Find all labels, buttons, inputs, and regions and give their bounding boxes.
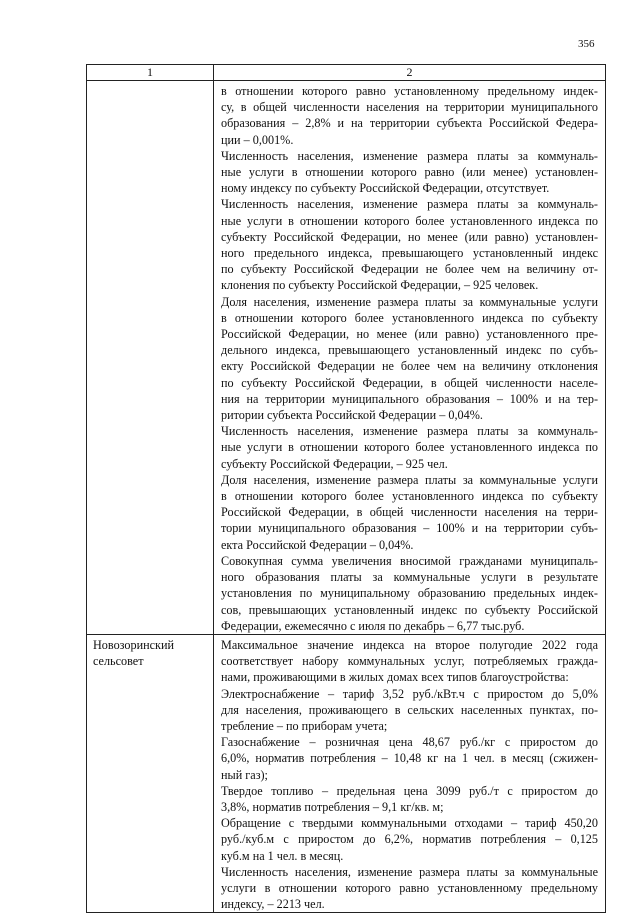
text-line: ции – 0,001%. — [221, 132, 294, 147]
indicators-text — [214, 635, 605, 912]
text-line: Совокупная сумма увеличения вносимой гражданами муниципаль- — [221, 553, 598, 568]
header-col-2: 2 — [214, 65, 606, 81]
text-line: услуги в отношении которого равно установленному предельному — [221, 880, 598, 895]
text-line: Газоснабжение – розничная цена 48,67 руб./кг с приростом до — [221, 735, 598, 750]
text-line: екту Российской Федерации не более чем на величину отклонения — [221, 359, 598, 374]
indicators-text — [214, 81, 605, 634]
text-line: ные услуги в отношении которого равно (или менее) установлен- — [221, 165, 598, 180]
text-line: Доля населения, изменение размера платы за коммунальные услуги — [221, 472, 598, 487]
text-line: Российской Федерации, в общей численности населения на терри- — [221, 505, 598, 520]
text-line: по субъекту Российской Федерации, в общей численности населе- — [221, 375, 598, 390]
text-line: требление – по приборам учета; — [221, 718, 388, 733]
table-header-row — [87, 65, 606, 81]
municipality-name — [87, 635, 213, 669]
text-line: Твердое топливо – предельная цена 3099 руб./т с приростом до — [221, 783, 598, 798]
text-line: в отношении которого равно установленному предельному индек- — [221, 84, 598, 98]
text-line: ного предельного индекса, превышающего установленный индекс — [221, 246, 598, 261]
text-line: Федерации, ежемесячно с июля по декабрь – 6,77 тыс.руб. — [221, 618, 525, 633]
text-line: 6,0%, норматив потребления – 10,48 кг на 1 чел. в месяц (сжижен- — [221, 751, 598, 766]
text-line: нами, проживающими в жилых домах всех типов благоустройства: — [221, 670, 569, 685]
text-line: Численность населения, изменение размера платы за коммуналь- — [221, 424, 598, 439]
text-line: ному индексу по субъекту Российской Федерации, отсутствует. — [221, 181, 550, 196]
text-line: Численность населения, изменение размера платы за коммуналь- — [221, 148, 598, 163]
text-line: дельного индекса, превышающего установленный индекс по субъ- — [221, 343, 598, 358]
text-line: ные услуги в отношении которого более установленного индекса по — [221, 213, 598, 228]
text-line: субъекту Российской Федерации, – 925 чел. — [221, 456, 448, 471]
page-number: 356 — [578, 38, 595, 50]
text-line: соответствует набору коммунальных услуг, потребляемых гражда- — [221, 654, 598, 669]
text-line: Электроснабжение – тариф 3,52 руб./кВт.ч с приростом до 5,0% — [221, 686, 598, 701]
municipal-data-table — [86, 64, 606, 913]
header-col-1: 1 — [87, 65, 214, 81]
table-row — [87, 634, 606, 912]
text-line: в отношении которого более установленного индекса по субъекту — [221, 489, 598, 504]
text-line: тории муниципального образования – 100% и на территории субъ- — [221, 521, 598, 536]
text-line: в отношении которого более установленного индекса по субъекту — [221, 310, 598, 325]
text-line: установления по муниципальному образованию предельных индек- — [221, 586, 598, 601]
text-line: ного образования платы за коммунальные услуги в результате — [221, 570, 598, 585]
text-line: клонения по субъекту Российской Федерации, – 925 человек. — [221, 278, 539, 293]
text-line: руб./куб.м с приростом до 6,2%, норматив потребления – 0,125 — [221, 832, 598, 847]
text-line: по субъекту Российской Федерации не более чем на величину от- — [221, 262, 598, 277]
text-line: ные услуги в отношении которого более установленного индекса по — [221, 440, 598, 455]
municipality-cell — [87, 634, 214, 912]
text-line: 3,8%, норматив потребления – 9,1 кг/кв. м; — [221, 799, 444, 814]
municipality-name-line: сельсовет — [93, 654, 144, 669]
text-line: Численность населения, изменение размера платы за коммунальные — [221, 864, 598, 879]
text-line: екта Российской Федерации – 0,04%. — [221, 537, 414, 552]
text-line: Доля населения, изменение размера платы за коммунальные услуги — [221, 294, 598, 309]
municipality-cell — [87, 81, 214, 635]
text-line: сов, превышающих установленный индекс по субъекту Российской — [221, 602, 598, 617]
indicators-cell — [214, 634, 606, 912]
text-line: индексу, – 2213 чел. — [221, 897, 325, 912]
municipality-name-line: Новозоринский — [93, 637, 175, 652]
table-row — [87, 81, 606, 635]
text-line: Численность населения, изменение размера платы за коммуналь- — [221, 197, 598, 212]
text-line: куб.м на 1 чел. в месяц. — [221, 848, 344, 863]
text-line: для населения, проживающего в сельских населенных пунктах, по- — [221, 702, 598, 717]
text-line: образования – 2,8% и на территории субъекта Российской Федера- — [221, 116, 598, 131]
text-line: Максимальное значение индекса на второе полугодие 2022 года — [221, 637, 598, 652]
text-line: Обращение с твердыми коммунальными отходами – тариф 450,20 — [221, 816, 598, 831]
text-line: Российской Федерации, но менее (или равно) установленного пре- — [221, 327, 598, 342]
municipality-name — [87, 81, 213, 83]
indicators-cell — [214, 81, 606, 635]
text-line: ный газ); — [221, 767, 268, 782]
text-line: субъекту Российской Федерации, но менее (или равно) установлен- — [221, 229, 598, 244]
text-line: ритории субъекта Российской Федерации – 0,04%. — [221, 408, 483, 423]
text-line: су, в общей численности населения на территории муниципального — [221, 100, 598, 115]
text-line: ния на территории муниципального образования – 100% и на тер- — [221, 391, 598, 406]
